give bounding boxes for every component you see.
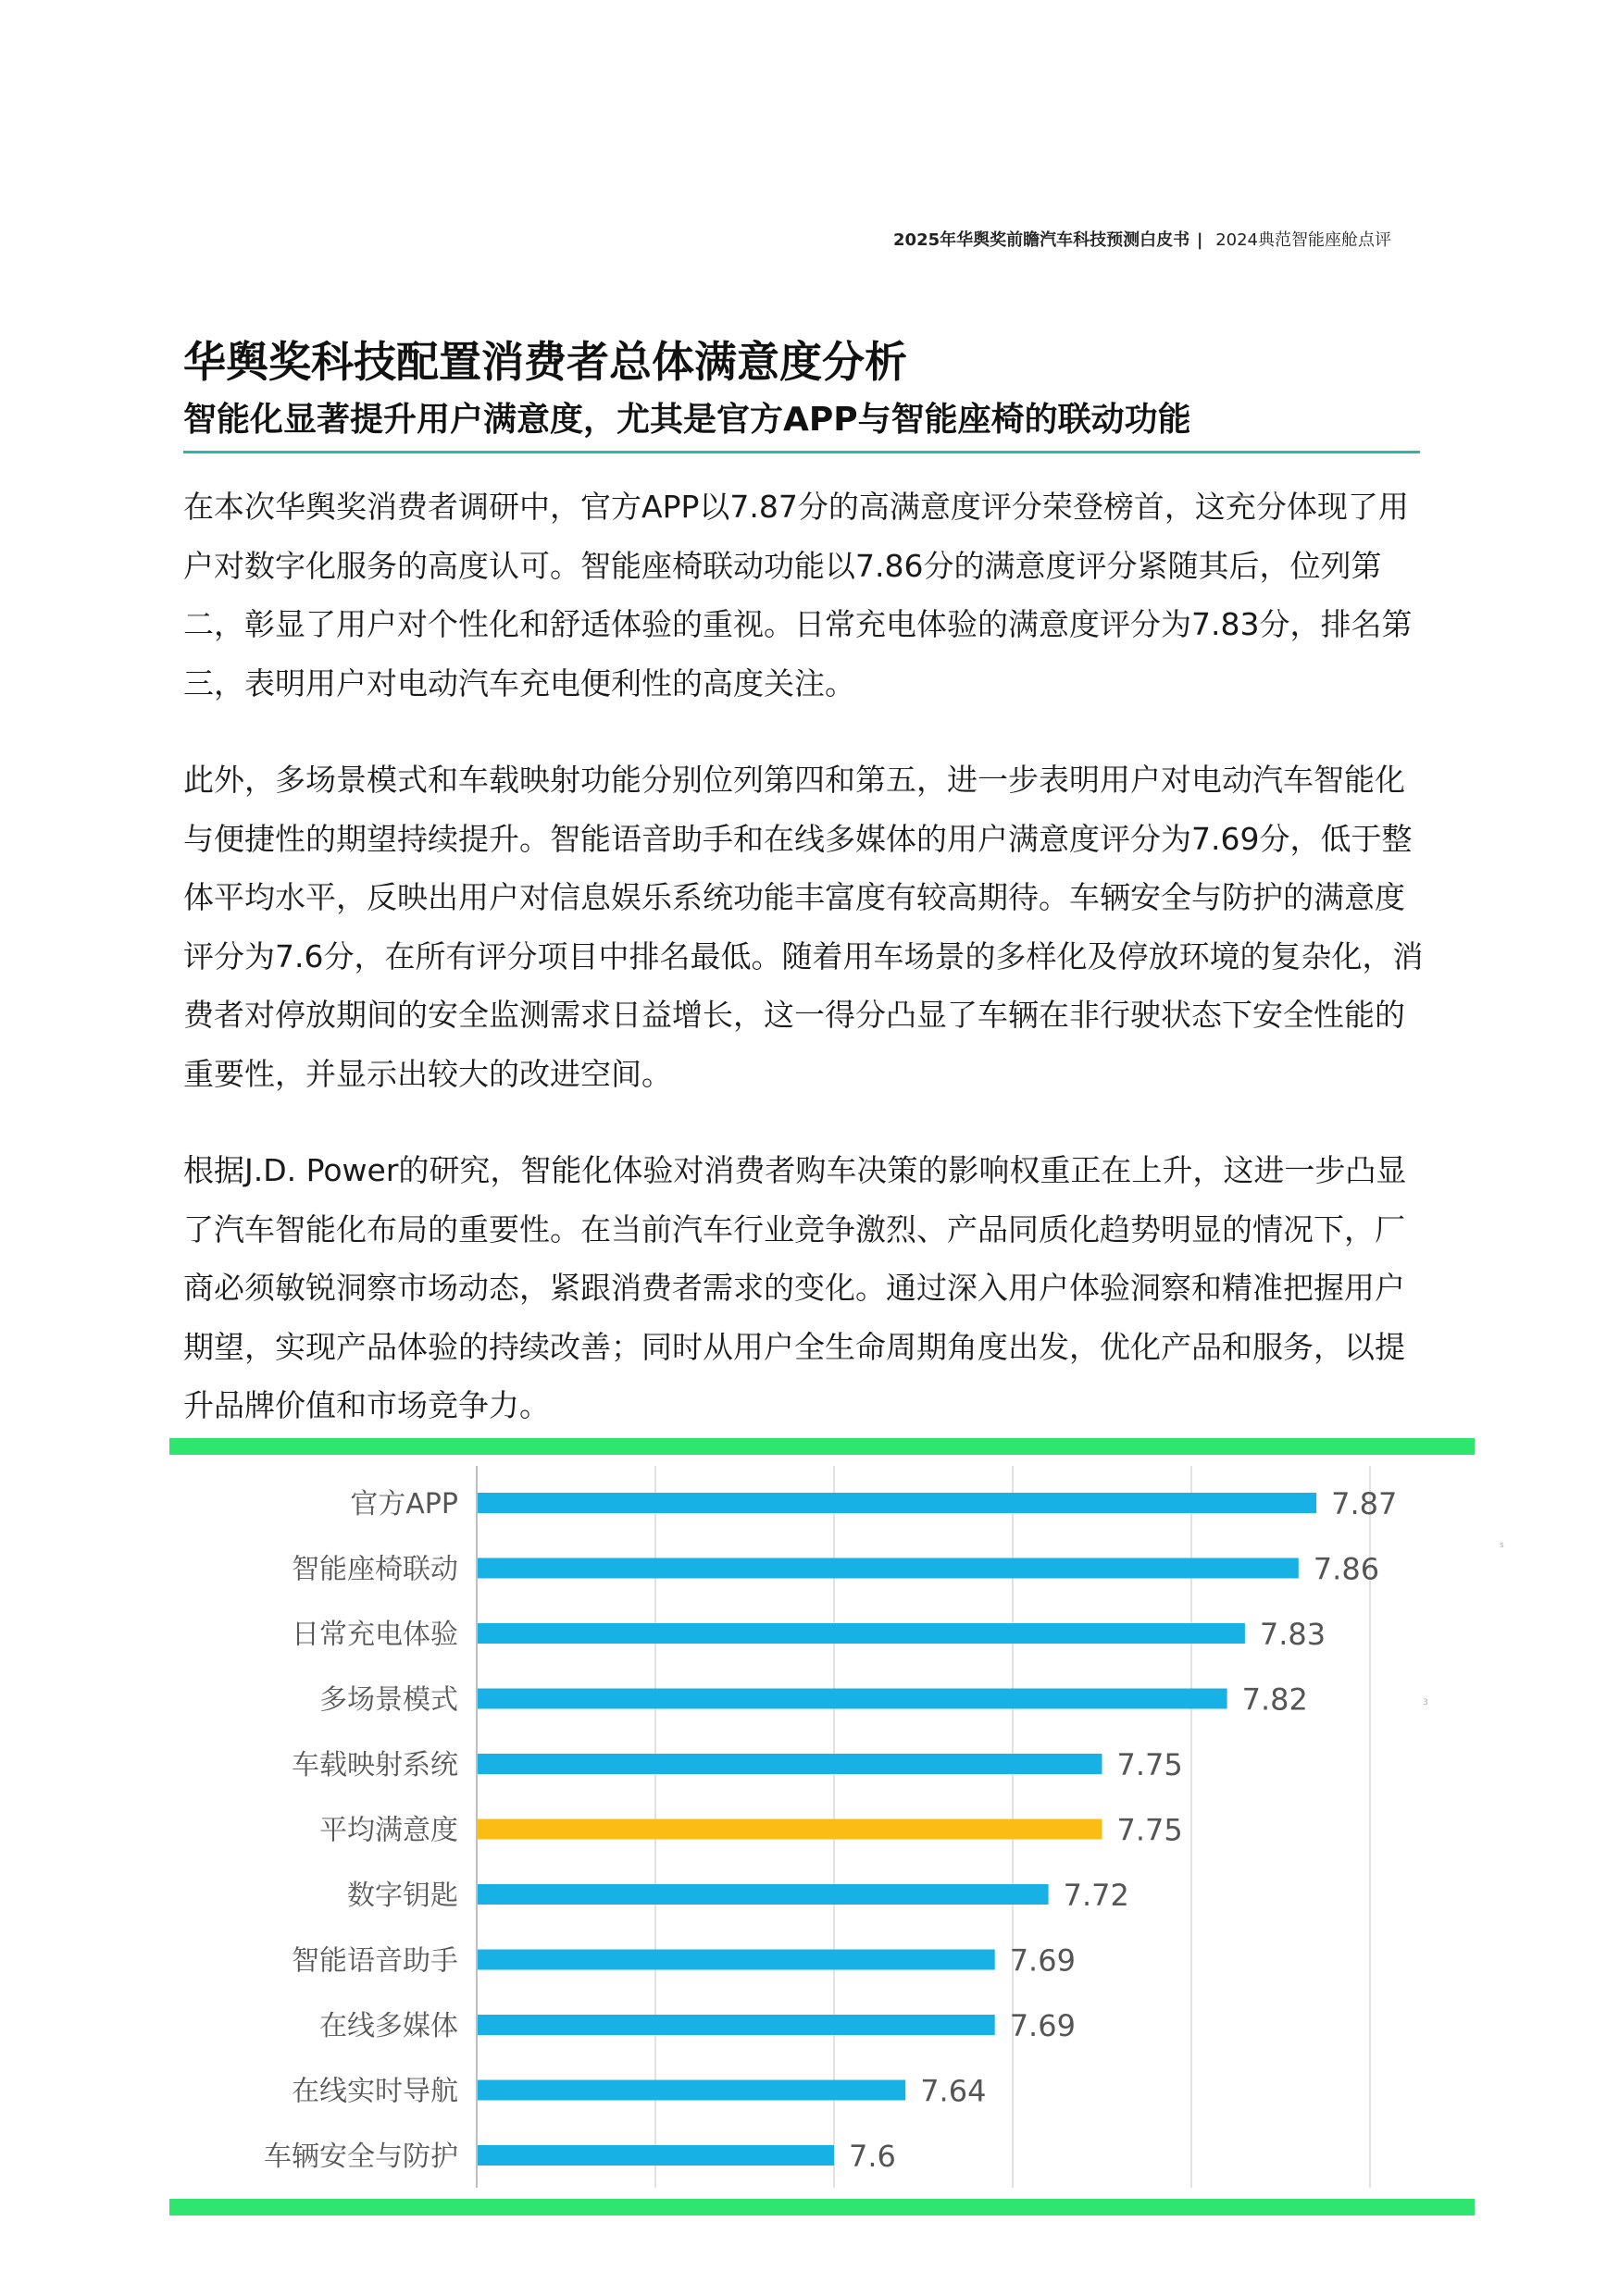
page-title: 华舆奖科技配置消费者总体满意度分析	[183, 337, 907, 387]
chart-value-label: 7.75	[1116, 1812, 1183, 1848]
chart-bar	[478, 1884, 1049, 1905]
chart-bottom-border	[169, 2199, 1475, 2215]
chart-category-label: 平均满意度	[319, 1814, 458, 1847]
chart-bar	[478, 2145, 834, 2166]
chart-category-label: 官方APP	[350, 1488, 458, 1520]
page-subtitle: 智能化显著提升用户满意度，尤其是官方APP与智能座椅的联动功能	[183, 401, 1191, 439]
chart-value-label: 7.64	[920, 2073, 987, 2109]
report-title: 2025年华舆奖前瞻汽车科技预测白皮书	[893, 230, 1190, 250]
side-mark-3: 3	[1423, 1698, 1428, 1707]
chart-category-label: 智能语音助手	[292, 1944, 458, 1978]
chart-category-label: 在线实时导航	[292, 2075, 458, 2108]
chart-top-border	[169, 1438, 1475, 1455]
chart-category-label: 车载映射系统	[292, 1749, 458, 1781]
chart-bar	[478, 1754, 1102, 1774]
section-title: 2024典范智能座舱点评	[1215, 230, 1391, 250]
chart-bar	[478, 1623, 1245, 1644]
chart-bar	[478, 1493, 1316, 1513]
chart-category-label: 在线多媒体	[319, 2010, 458, 2042]
chart-category-label: 车辆安全与防护	[264, 2141, 458, 2173]
chart-bar	[478, 2080, 905, 2101]
chart-category-label: 多场景模式	[319, 1683, 458, 1717]
header-separator: |	[1196, 230, 1203, 250]
chart-bar	[478, 1950, 995, 1970]
chart-bar	[478, 2015, 995, 2035]
chart-category-label: 数字钥匙	[347, 1880, 458, 1912]
chart-value-label: 7.86	[1313, 1551, 1380, 1587]
satisfaction-bar-chart	[169, 1457, 1475, 2197]
chart-bar	[478, 1689, 1227, 1709]
chart-value-label: 7.6	[849, 2139, 896, 2174]
paragraph-1: 在本次华舆奖消费者调研中，官方APP以7.87分的高满意度评分荣登榜首，这充分体现了用户对数字化服务的高度认可。智能座椅联动功能以7.86分的满意度评分紧随其后，位列第二，彰显了用户对个性化和舒适体验的重视。日常充电体验的满意度评分为7.83分，排名第三，表明用户对电动汽车充电便利性的高度关注。	[183, 489, 1413, 701]
side-mark-s: s	[1500, 1541, 1504, 1550]
page-header	[893, 227, 1391, 251]
paragraph-2: 此外，多场景模式和车载映射功能分别位列第四和第五，进一步表明用户对电动汽车智能化与便捷性的期望持续提升。智能语音助手和在线多媒体的用户满意度评分为7.69分，低于整体平均水平，反映出用户对信息娱乐系统功能丰富度有较高期待。车辆安全与防护的满意度评分为7.6分，在所有评分项目中排名最低。随着用车场景的多样化及停放环境的复杂化，消费者对停放期间的安全监测需求日益增长，这一得分凸显了车辆在非行驶状态下安全性能的重要性，并显示出较大的改进空间。	[183, 762, 1424, 1092]
chart-value-label: 7.83	[1259, 1617, 1326, 1652]
chart-category-label: 日常充电体验	[292, 1619, 458, 1651]
chart-value-label: 7.69	[1009, 1942, 1076, 1979]
paragraph-3: 根据J.D. Power的研究，智能化体验对消费者购车决策的影响权重正在上升，这进一步凸显了汽车智能化布局的重要性。在当前汽车行业竞争激烈、产品同质化趋势明显的情况下，厂商必须敏锐洞察市场动态，紧跟消费者需求的变化。通过深入用户体验洞察和精准把握用户期望，实现产品体验的持续改善；同时从用户全生命周期角度出发，优化产品和服务，以提升品牌价值和市场竞争力。	[183, 1152, 1407, 1423]
chart-value-label: 7.69	[1009, 2008, 1076, 2043]
chart-bar	[478, 1558, 1299, 1579]
title-underline	[183, 451, 1420, 453]
chart-value-label: 7.87	[1331, 1486, 1398, 1521]
chart-bar-average	[478, 1819, 1102, 1840]
chart-value-label: 7.72	[1063, 1878, 1129, 1913]
chart-category-label: 智能座椅联动	[292, 1553, 458, 1586]
chart-value-label: 7.82	[1241, 1682, 1308, 1718]
chart-value-label: 7.75	[1116, 1747, 1183, 1782]
